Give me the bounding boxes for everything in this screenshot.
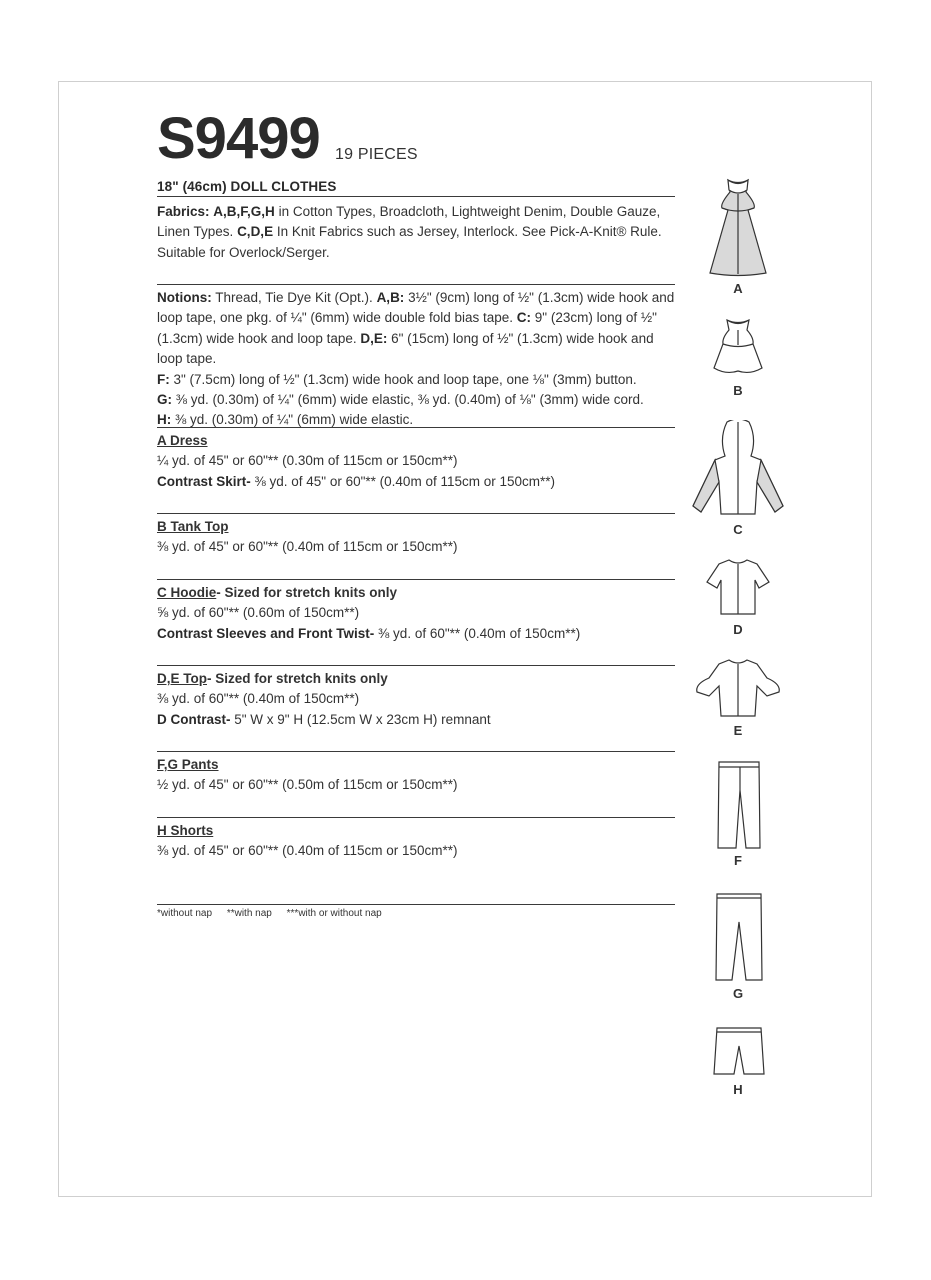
section-title: A Dress	[157, 433, 208, 448]
yardage-line: ⅜ yd. of 60"** (0.40m of 150cm**)	[374, 625, 581, 641]
divider	[157, 513, 675, 514]
section-subtitle: - Sized for stretch knits only	[216, 585, 398, 600]
yardage-line: ⅝ yd. of 60"** (0.60m of 150cm**)	[157, 605, 360, 621]
notions-view-label: F:	[157, 371, 170, 387]
divider	[157, 196, 675, 197]
fabrics-woven-text: in Cotton Types, Broadcloth, Lightweight Denim, Double Gauze, Linen Types.	[157, 204, 661, 240]
view-g-pants-sketch	[714, 892, 764, 984]
footnote-with-or-without-nap: ***with or without nap	[286, 908, 382, 919]
pattern-subtitle: 18" (46cm) DOLL CLOTHES	[157, 179, 337, 194]
fabrics-block	[157, 202, 675, 266]
divider	[157, 817, 675, 818]
section-a-dress	[157, 431, 675, 494]
notions-view-label: D,E:	[360, 330, 388, 346]
view-e-top-sketch	[693, 658, 783, 718]
contrast-label: Contrast Skirt-	[157, 473, 251, 489]
notions-text: 6" (15cm) long of ½" (1.3cm) wide hook and loop tape.	[157, 330, 654, 367]
contrast-label: D Contrast-	[157, 711, 231, 727]
notions-view-label: G:	[157, 392, 172, 408]
view-h-shorts-sketch	[712, 1026, 766, 1078]
view-c-hoodie-sketch	[691, 420, 785, 518]
notions-text: 9" (23cm) long of ½" (1.3cm) wide hook and loop tape.	[157, 310, 657, 346]
view-label-f: F	[734, 853, 742, 868]
header	[157, 108, 675, 170]
section-title: B Tank Top	[157, 519, 229, 534]
notions-view-label: H:	[157, 412, 172, 428]
divider	[157, 904, 675, 905]
footnotes	[157, 908, 675, 919]
view-d-top-sketch	[705, 558, 771, 616]
notions-text: ⅜ yd. (0.30m) of ¼" (6mm) wide elastic, ⅜ yd. (0.40m) of ⅛" (3mm) wide cord.	[172, 392, 644, 408]
contrast-label: Contrast Sleeves and Front Twist-	[157, 625, 375, 641]
section-b-tank-top	[157, 517, 675, 560]
section-title: H Shorts	[157, 823, 214, 838]
notions-label: Notions:	[157, 290, 212, 305]
view-label-e: E	[733, 723, 743, 738]
section-h-shorts	[157, 821, 675, 864]
view-f-pants-sketch	[716, 760, 762, 852]
fabrics-views-woven: A,B,F,G,H	[213, 204, 275, 219]
notions-text: 3" (7.5cm) long of ½" (1.3cm) wide hook and loop tape, one ⅛" (3mm) button.	[169, 371, 637, 387]
fabrics-serger-note: Suitable for Overlock/Serger.	[157, 244, 330, 260]
notions-text: ⅜ yd. (0.30m) of ¼" (6mm) wide elastic.	[171, 412, 414, 428]
yardage-line: ⅜ yd. of 60"** (0.40m of 150cm**)	[157, 691, 360, 707]
notions-text: Thread, Tie Dye Kit (Opt.).	[211, 290, 377, 305]
section-title: D,E Top	[157, 671, 207, 686]
view-label-g: G	[732, 986, 744, 1001]
section-subtitle: - Sized for stretch knits only	[207, 671, 388, 686]
yardage-line: 5" W x 9" H (12.5cm W x 23cm H) remnant	[230, 711, 491, 727]
view-label-a: A	[733, 281, 743, 296]
notions-text: 3½" (9cm) long of ½" (1.3cm) wide hook and loop tape, one pkg. of ¼" (6mm) wide double fold bias tape.	[157, 290, 675, 326]
envelope-back-content	[157, 108, 675, 919]
divider	[157, 751, 675, 752]
yardage-line: ½ yd. of 45" or 60"** (0.50m of 115cm or 150cm**)	[157, 777, 458, 793]
piece-count: 19 PIECES	[335, 146, 418, 163]
footnote-with-nap: **with nap	[226, 908, 272, 919]
view-label-h: H	[733, 1082, 743, 1097]
section-de-top	[157, 669, 675, 732]
yardage-line: ¼ yd. of 45" or 60"** (0.30m of 115cm or 150cm**)	[157, 453, 458, 469]
section-fg-pants	[157, 755, 675, 798]
notions-view-label: A,B:	[376, 290, 405, 305]
pattern-number: S9499	[157, 106, 320, 171]
view-b-tank-top-sketch	[710, 318, 766, 378]
fabrics-knit-text: In Knit Fabrics such as Jersey, Interlock. See Pick-A-Knit® Rule.	[273, 224, 662, 240]
yardage-line: ⅜ yd. of 45" or 60"** (0.40m of 115cm or 150cm**)	[250, 473, 555, 489]
divider	[157, 579, 675, 580]
view-label-c: C	[733, 522, 743, 537]
fabrics-label: Fabrics:	[157, 204, 210, 219]
view-label-b: B	[733, 383, 743, 398]
divider	[157, 284, 675, 285]
notions-block	[157, 288, 675, 428]
section-title: C Hoodie	[157, 585, 217, 600]
view-label-d: D	[733, 622, 743, 637]
divider	[157, 665, 675, 666]
section-c-hoodie	[157, 583, 675, 646]
section-title: F,G Pants	[157, 757, 219, 772]
footnote-without-nap: *without nap	[157, 908, 213, 919]
view-a-dress-sketch	[706, 178, 770, 278]
fabrics-views-knit: C,D,E	[237, 224, 274, 240]
notions-view-label: C:	[516, 310, 532, 326]
yardage-line: ⅜ yd. of 45" or 60"** (0.40m of 115cm or 150cm**)	[157, 843, 458, 859]
yardage-line: ⅜ yd. of 45" or 60"** (0.40m of 115cm or 150cm**)	[157, 539, 458, 555]
